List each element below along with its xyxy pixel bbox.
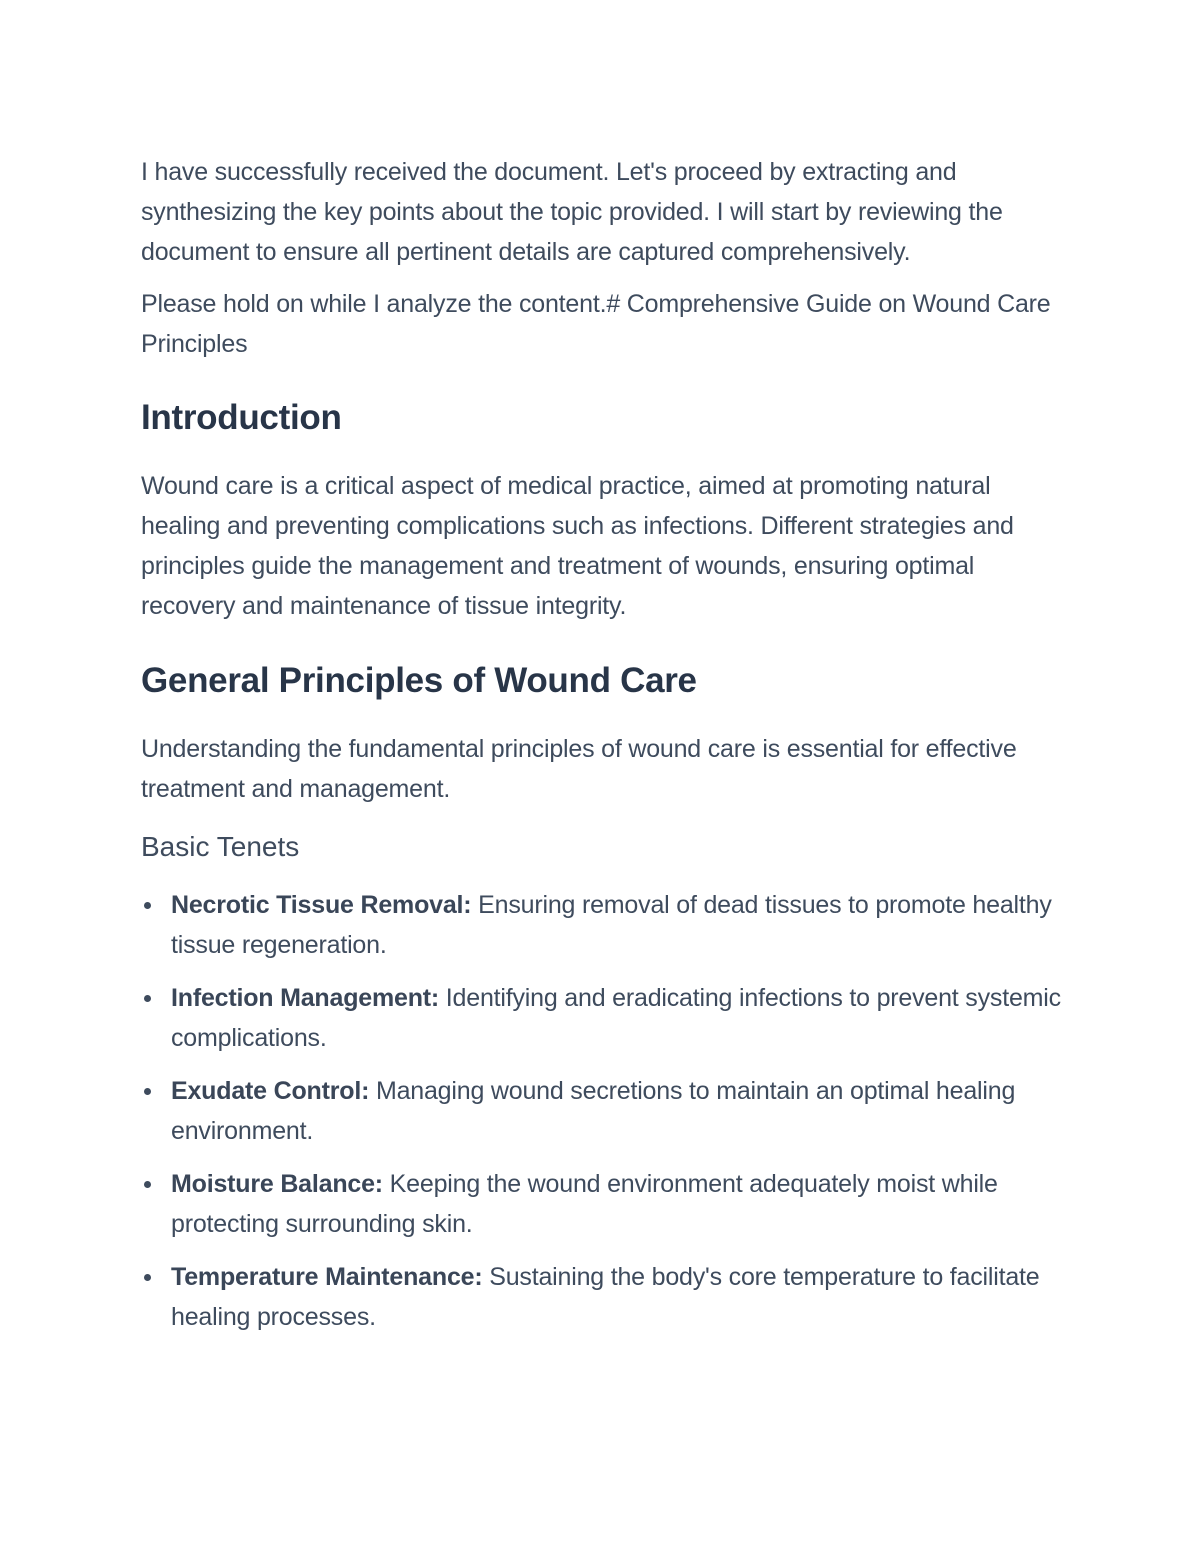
document-page (141, 152, 1066, 1350)
basic-tenets-heading: Basic Tenets (141, 831, 300, 862)
list-item-text: Keeping the wound environment adequately moist while protecting surrounding skin. (171, 1170, 998, 1238)
bullet-icon (144, 1181, 151, 1188)
list-item-text: Ensuring removal of dead tissues to promote healthy tissue regeneration. (171, 891, 1052, 959)
intro-paragraph-2: Please hold on while I analyze the content.# Comprehensive Guide on Wound Care Principles (141, 290, 1051, 358)
bullet-icon (144, 995, 151, 1002)
list-item (141, 978, 1066, 1058)
general-principles-body: Understanding the fundamental principles of wound care is essential for effective treatment and management. (141, 735, 1017, 803)
list-item-term: Exudate Control: (171, 1077, 370, 1105)
bullet-icon (144, 1274, 151, 1281)
list-item-term: Necrotic Tissue Removal: (171, 891, 472, 919)
list-item (141, 1164, 1066, 1244)
list-item (141, 885, 1066, 965)
bullet-icon (144, 1088, 151, 1095)
intro-paragraph-1: I have successfully received the document. Let's proceed by extracting and synthesizing the key points about the topic provided. I will start by reviewing the document to ensure all pertinent details are captured comprehensively. (141, 158, 1003, 266)
list-item-text: Sustaining the body's core temperature to facilitate healing processes. (171, 1263, 1040, 1331)
introduction-heading: Introduction (141, 398, 342, 437)
introduction-body: Wound care is a critical aspect of medical practice, aimed at promoting natural healing and preventing complications such as infections. Different strategies and principles guide the management and treatment of wounds, ensuring optimal recovery and maintenance of tissue integrity. (141, 472, 1014, 620)
list-item-term: Infection Management: (171, 984, 440, 1012)
list-item-text: Managing wound secretions to maintain an optimal healing environment. (171, 1077, 1016, 1145)
list-item (141, 1257, 1066, 1337)
basic-tenets-list (141, 885, 1066, 1337)
list-item-term: Moisture Balance: (171, 1170, 383, 1198)
bullet-icon (144, 902, 151, 909)
list-item (141, 1071, 1066, 1151)
list-item-term: Temperature Maintenance: (171, 1263, 483, 1291)
general-principles-heading: General Principles of Wound Care (141, 661, 697, 700)
list-item-text: Identifying and eradicating infections to prevent systemic complications. (171, 984, 1061, 1052)
